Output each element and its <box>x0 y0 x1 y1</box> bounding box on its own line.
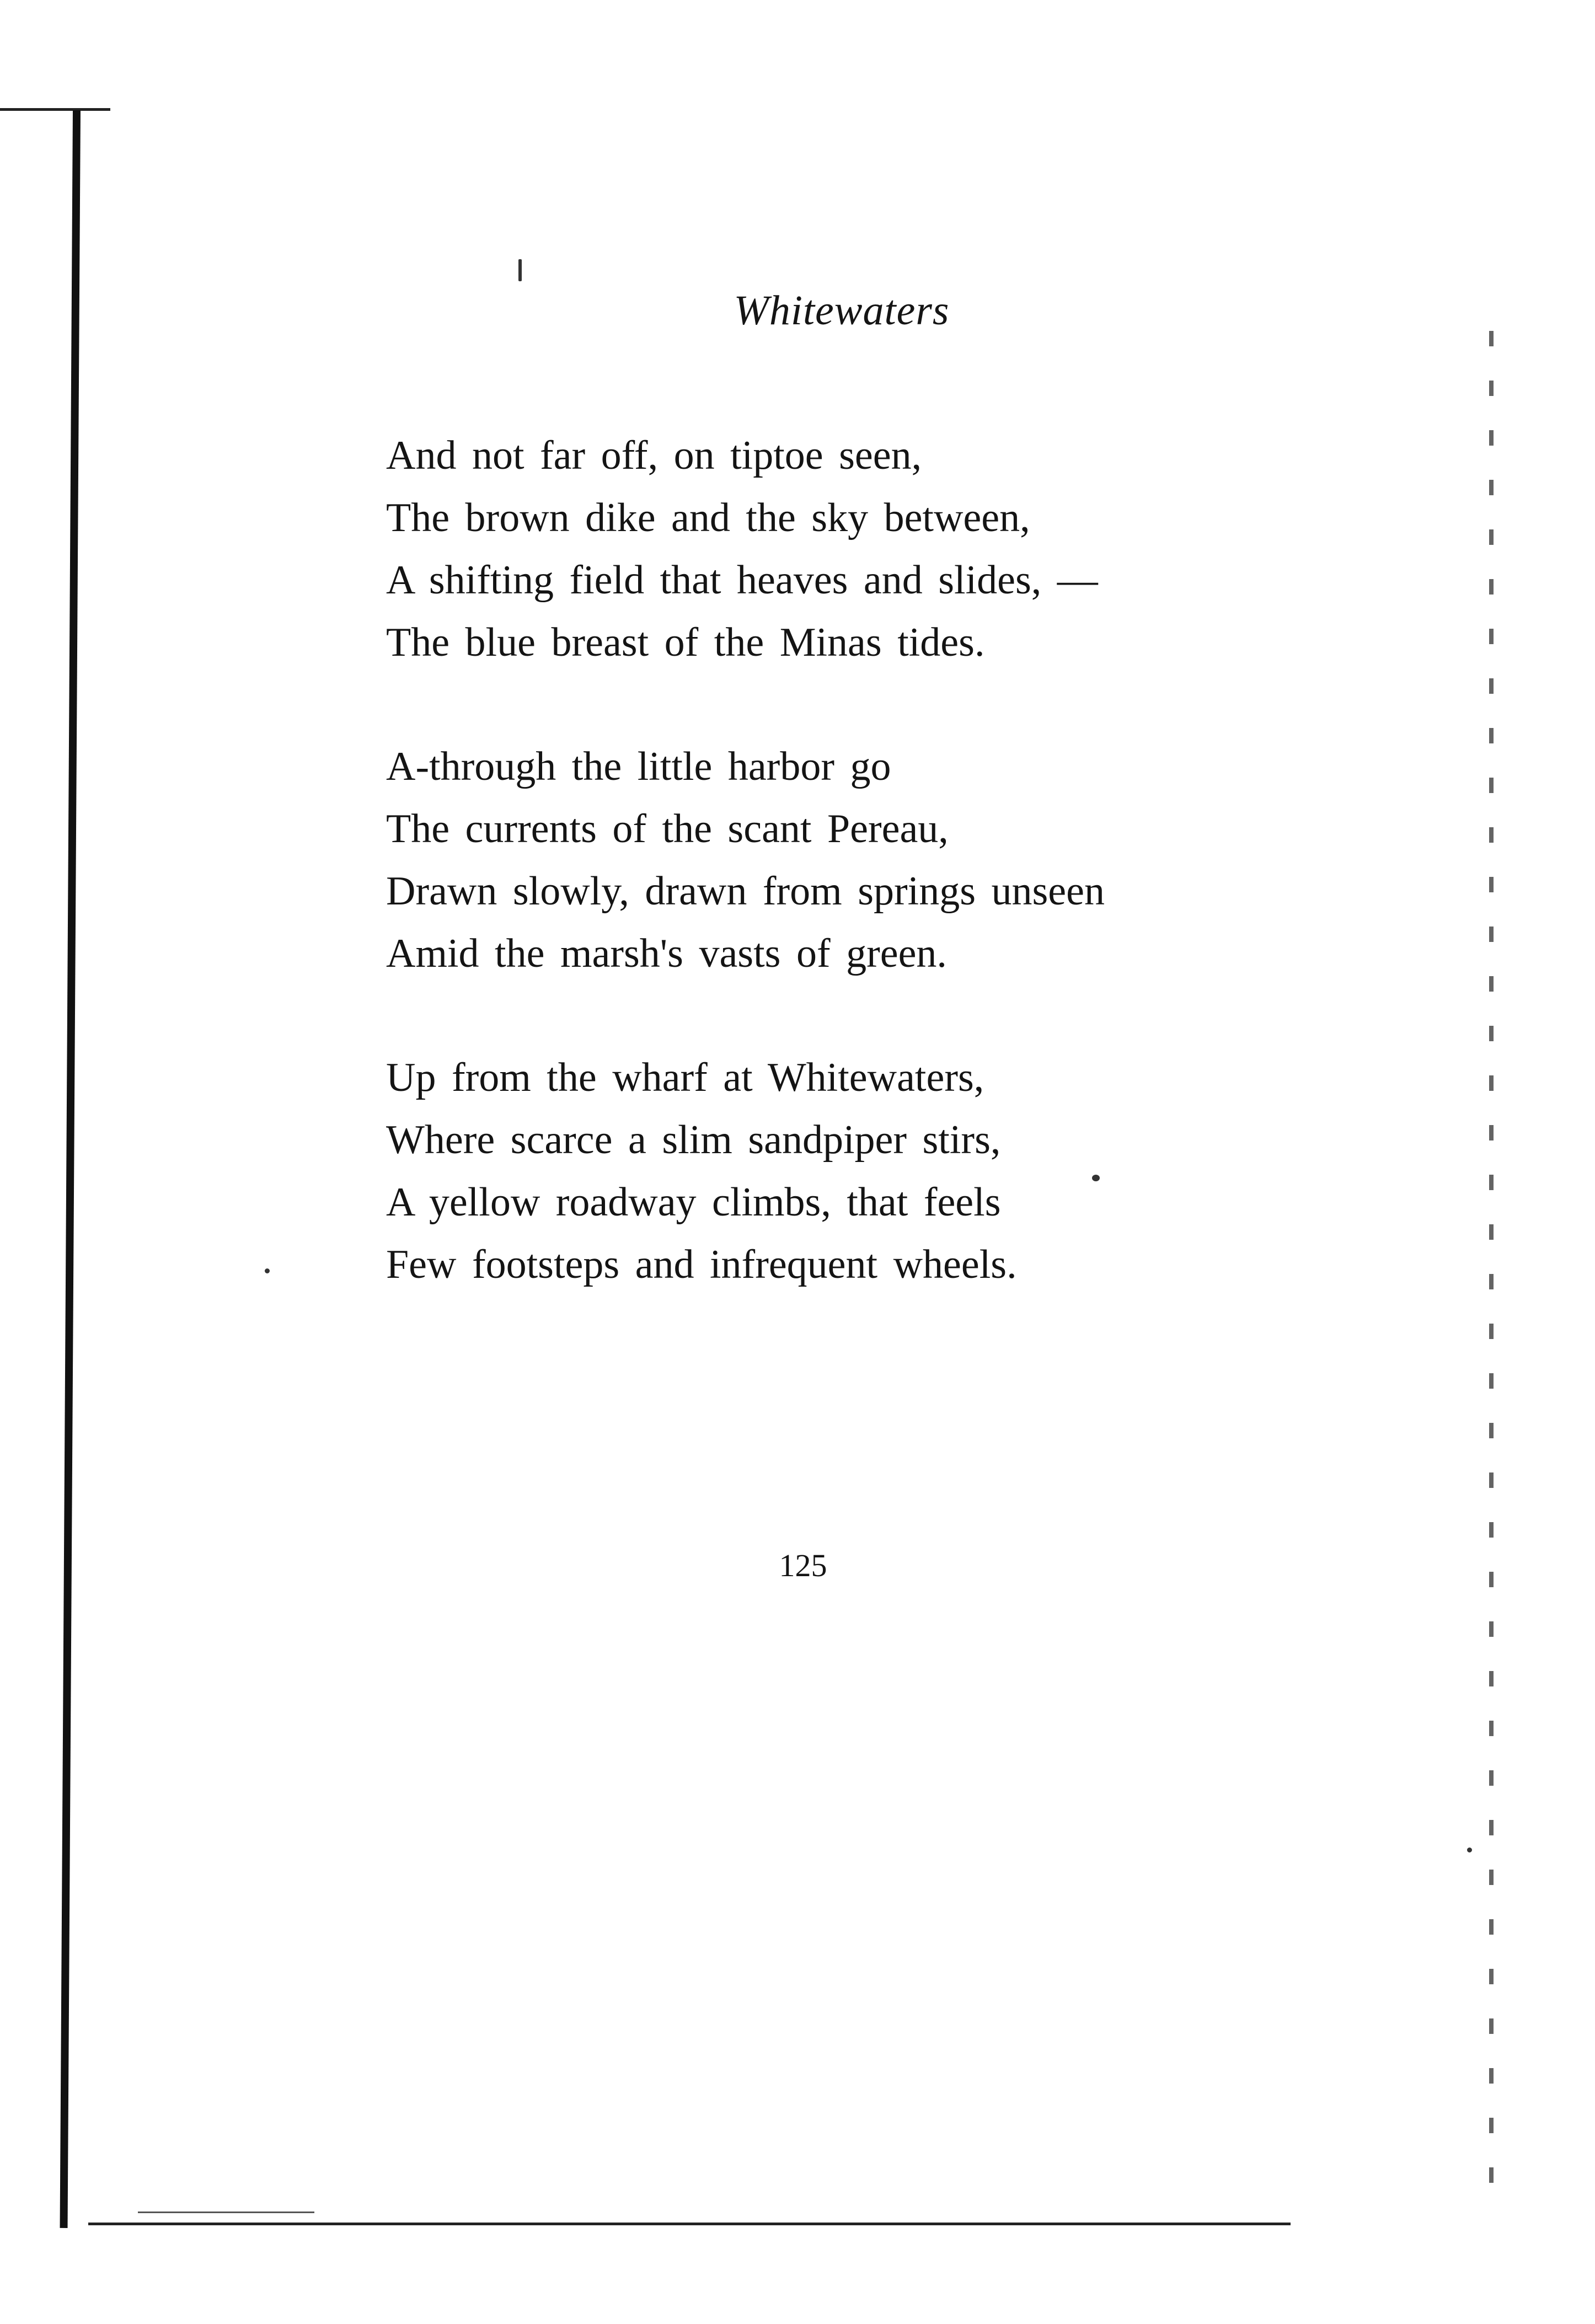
scan-bottom-mark <box>138 2211 314 2213</box>
poem-line: Amid the marsh's vasts of green. <box>386 931 947 976</box>
poem-line: Where scarce a slim sandpiper stirs, <box>386 1117 1001 1163</box>
stanza <box>386 736 1379 985</box>
poem-line: Few footsteps and infrequent wheels. <box>386 1242 1017 1287</box>
stanza <box>386 1047 1379 1296</box>
poem-line: Drawn slowly, drawn from springs unseen <box>386 869 1105 914</box>
scan-top-rule <box>0 108 110 111</box>
poem-line: Up from the wharf at Whitewaters, <box>386 1055 984 1100</box>
scan-binding-edge <box>60 110 81 2228</box>
poem-line: The currents of the scant Pereau, <box>386 806 949 852</box>
poem-line: The brown dike and the sky between, <box>386 495 1030 540</box>
running-head: Whitewaters <box>734 287 950 334</box>
scan-speck <box>518 259 522 281</box>
stanza <box>386 425 1379 674</box>
page-number: 125 <box>779 1547 827 1583</box>
scan-speck <box>1467 1848 1472 1852</box>
poem-line: A shifting field that heaves and slides, — <box>386 558 1098 603</box>
scan-speck <box>265 1268 270 1273</box>
scan-bottom-rule <box>88 2223 1291 2225</box>
scan-right-edge <box>1489 331 1494 2206</box>
poem-line: The blue breast of the Minas tides. <box>386 620 985 665</box>
poem-line: And not far off, on tiptoe seen, <box>386 433 922 478</box>
poem-line: A-through the little harbor go <box>386 744 891 789</box>
poem-line: A yellow roadway climbs, that feels <box>386 1180 1001 1225</box>
poem <box>386 425 1379 1358</box>
